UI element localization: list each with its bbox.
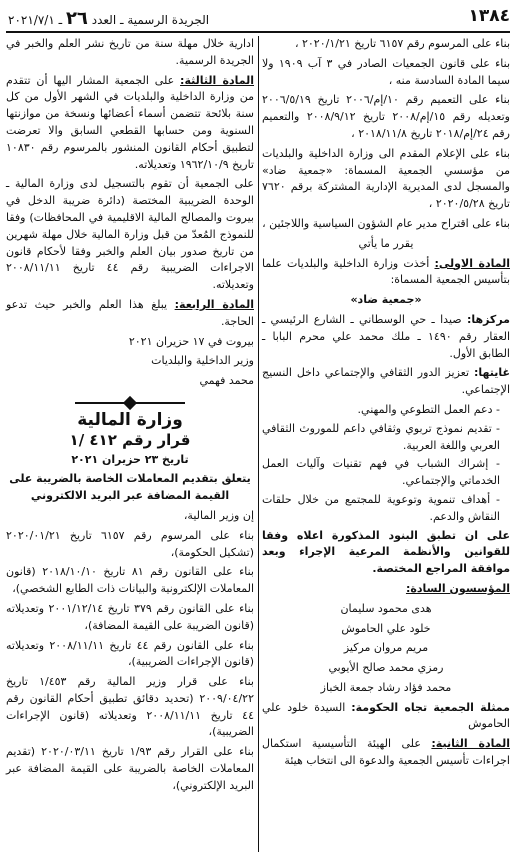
running-head (8, 8, 209, 29)
founder-name: رمزي محمد صالح الأيوبي (328, 661, 444, 675)
recital: بناء على القرار رقم ١/٩٣ تاريخ ٢٠٢٠/٠٣/١١ (تقديم المعاملات الخاصة بالضريبة على القيمة المضافة عبر البريد الإلكتروني)، (6, 745, 254, 792)
goals-title: غايتها: (473, 366, 510, 380)
hq-text: صيدا ـ حي الوسطاني ـ الشارع الرئيسي ـ العقار رقم ١٤٩٠ ـ ملك محمد علي محرم البابا ـ الطابق الأول. (262, 312, 511, 360)
recital: بناء على القانون رقم ٤٤ تاريخ ٢٠٠٨/١١/١١ وتعديلاته (قانون الإجراءات الضريبية)، (6, 638, 254, 669)
founder-name: محمد فؤاد رشاد جمعة الخباز (320, 680, 452, 694)
column-divider (258, 36, 259, 852)
recital: بناء على اقتراح مدير عام الشؤون السياسية واللاجئين ، (262, 216, 510, 230)
recital: بناء على الإعلام المقدم الى وزارة الداخلية والبلديات من مؤسسي الجمعية المسماة: «جمعية ضاد» والمسجل لدى المديرية الإدارية المشتركة برقم ٧٦٢٠ تاريخ ٢٠٢٠/٥/٢٨ ، (262, 146, 510, 211)
header-rule (6, 31, 510, 33)
founder-name: خلود علي الحاموش (341, 621, 431, 635)
decree-date: تاريخ ٢٣ حزيران ٢٠٢١ (71, 452, 189, 466)
article-text: أخذت وزارة الداخلية والبلديات علما بتأسيس الجمعية المسماة: (262, 256, 510, 287)
section-ornament (75, 398, 185, 408)
founder-name: مريم مروان مركيز (343, 641, 429, 655)
article-title: المادة الرابعة: (174, 297, 254, 311)
goal-item: - إشراك الشباب في فهم تقنيات وآليات العمل الخدماتي والإجتماعي. (262, 456, 500, 490)
article-text: يبلغ هذا العلم والخبر حيث تدعو الحاجة. (6, 297, 254, 328)
compliance-clause: على ان تطبق البنود المذكورة اعلاه وفقا للقوانين والأنظمة المرعية الإجراء وبعد موافقة المراجع المختصة. (262, 528, 510, 576)
founders-title: المؤسسون السادة: (405, 581, 510, 595)
hq-title: مركزها: (466, 312, 510, 326)
recital: بناء على المرسوم رقم ٦١٥٧ تاريخ ٢٠٢٠/٠١/٢١ (تشكيل الحكومة)، (6, 528, 254, 559)
article-text: على الهيئة التأسيسية استكمال اجراءات تأسيس الجمعية والدعوة الى انتخاب هيئة (262, 737, 510, 768)
headquarters (262, 312, 510, 362)
left-column (6, 36, 254, 798)
running-head-date: ـ ٢٠٢١/٧/١ (8, 13, 63, 27)
goal-item: - دعم العمل التطوعي والمهني. (262, 402, 500, 419)
recital: بناء على المرسوم رقم ٦١٥٧ تاريخ ٢٠٢٠/١/٢١ ، (294, 37, 510, 50)
rep-text: السيدة خلود علي الحاموش (262, 700, 510, 731)
recital: بناء على قرار وزير المالية رقم ١/٤٥٣ تاريخ ٢٠٠٩/٠٤/٢٢ (تحديد دقائق تطبيق أحكام القانون رقم ٤٤ تاريخ ٢٠٠٨/١١/١١ وتعديلاته (قانون الإجراءات الضريبية)، (6, 675, 254, 739)
founder-name: هدى محمود سليمان (340, 601, 432, 615)
goal-item: - تقديم نموذج تربوي وثقافي داعم للموروث الثقافي العربي واللغة العربية. (262, 421, 500, 455)
signature-name: محمد فهمي (199, 374, 254, 388)
article-1 (262, 256, 510, 290)
article-text: على الجمعية المشار اليها أن تتقدم من وزارة الداخلية والبلديات في الشهر الأول من كل سنة بلائحة تتضمن أسماء أعضائها ونسخة من موازنتها السنوية ومن حسابها القطعي السابق والا تعرضت لتطبيق أحكام القانون المنشور بالمرسوم رقم ١٠٨٣٠ تاريخ ١٩٦٢/١٠/٩ وتعديلاته. (6, 73, 254, 171)
article-title: المادة الثالثة: (180, 73, 255, 87)
representative (262, 700, 510, 734)
goals (262, 365, 510, 399)
goal-item: - أهداف تنموية وتوعوية للمجتمع من خلال حلقات النقاش والدعم. (262, 492, 500, 526)
page-number: ١٣٨٤ (468, 6, 510, 26)
recital: بناء على القانون رقم ٣٧٩ تاريخ ٢٠٠١/١٢/١٤ وتعديلاته (قانون الضريبة على القيمة المضافة)، (6, 601, 254, 632)
article-4 (6, 297, 254, 331)
decides-heading: يقرر ما يأتي (358, 236, 414, 250)
article-2 (262, 736, 510, 770)
right-column (262, 36, 510, 773)
decree-number: قرار رقم ٤١٢ /١ (69, 430, 191, 449)
signature-place-date: بيروت في ١٧ حزيران ٢٠٢١ (128, 334, 254, 348)
recital: بناء على التعميم رقم ١٠/إم/٢٠٠٦ تاريخ ٢٠٠٦/٥/١٩ وتعديله رقم ١٥/إم/٢٠٠٨ تاريخ ٢٠٠٨/٩/١٢ والتعميم رقم ٢٤/إم/٢٠١٨ تاريخ ٢٠١٨/١١/٨ ، (262, 93, 510, 140)
paragraph: على الجمعية أن تقوم بالتسجيل لدى وزارة المالية ـ الوحدة الضريبية المختصة (دائرة ضريبة الدخل في بيروت والمصالح المالية الاقليمية في المحافظات) وفقا للنموذج المُعدّ من قبل وزارة المالية خلال مهلة شهرين من تاريخ صدور بيان العلم والخبر وفقا لأحكام قانون الاجراءات الضريبية رقم ٤٤ تاريخ ٢٠٠٨/١١/١١ وتعديلاته. (6, 177, 254, 292)
page-header (0, 0, 516, 32)
recital: بناء على القانون رقم ٨١ تاريخ ٢٠١٨/١٠/١٠ (قانون المعاملات الإلكترونية والبيانات ذات الطابع الشخصي)، (6, 565, 254, 596)
running-head-title: الجريدة الرسمية ـ العدد (91, 13, 210, 27)
signature-title: وزير الداخلية والبلديات (151, 354, 254, 368)
decree-subject: يتعلق بتقديم المعاملات الخاصة بالضريبة على القيمة المضافة عبر البريد الالكتروني (9, 472, 251, 503)
goals-list (262, 402, 510, 526)
decree-intro: إن وزير المالية، (183, 508, 254, 522)
goal-item: تعزيز الدور الثقافي والإجتماعي داخل النسيج الإجتماعي. (262, 366, 510, 397)
rep-title: ممثلة الجمعية تجاه الحكومة: (351, 700, 510, 714)
paragraph: ادارية خلال مهلة سنة من تاريخ نشر العلم والخبر في الجريدة الرسمية. (6, 37, 254, 67)
issue-number: ٢٦ (65, 8, 88, 29)
article-3 (6, 73, 254, 174)
ministry-title: وزارة المالية (77, 409, 183, 430)
article-title: المادة الاولى: (434, 256, 510, 270)
article-title: المادة الثانية: (431, 737, 510, 751)
recital: بناء على قانون الجمعيات الصادر في ٣ آب ١٩٠٩ ولا سيما المادة السادسة منه ، (262, 56, 511, 87)
association-name: «جمعية ضاد» (350, 293, 422, 307)
